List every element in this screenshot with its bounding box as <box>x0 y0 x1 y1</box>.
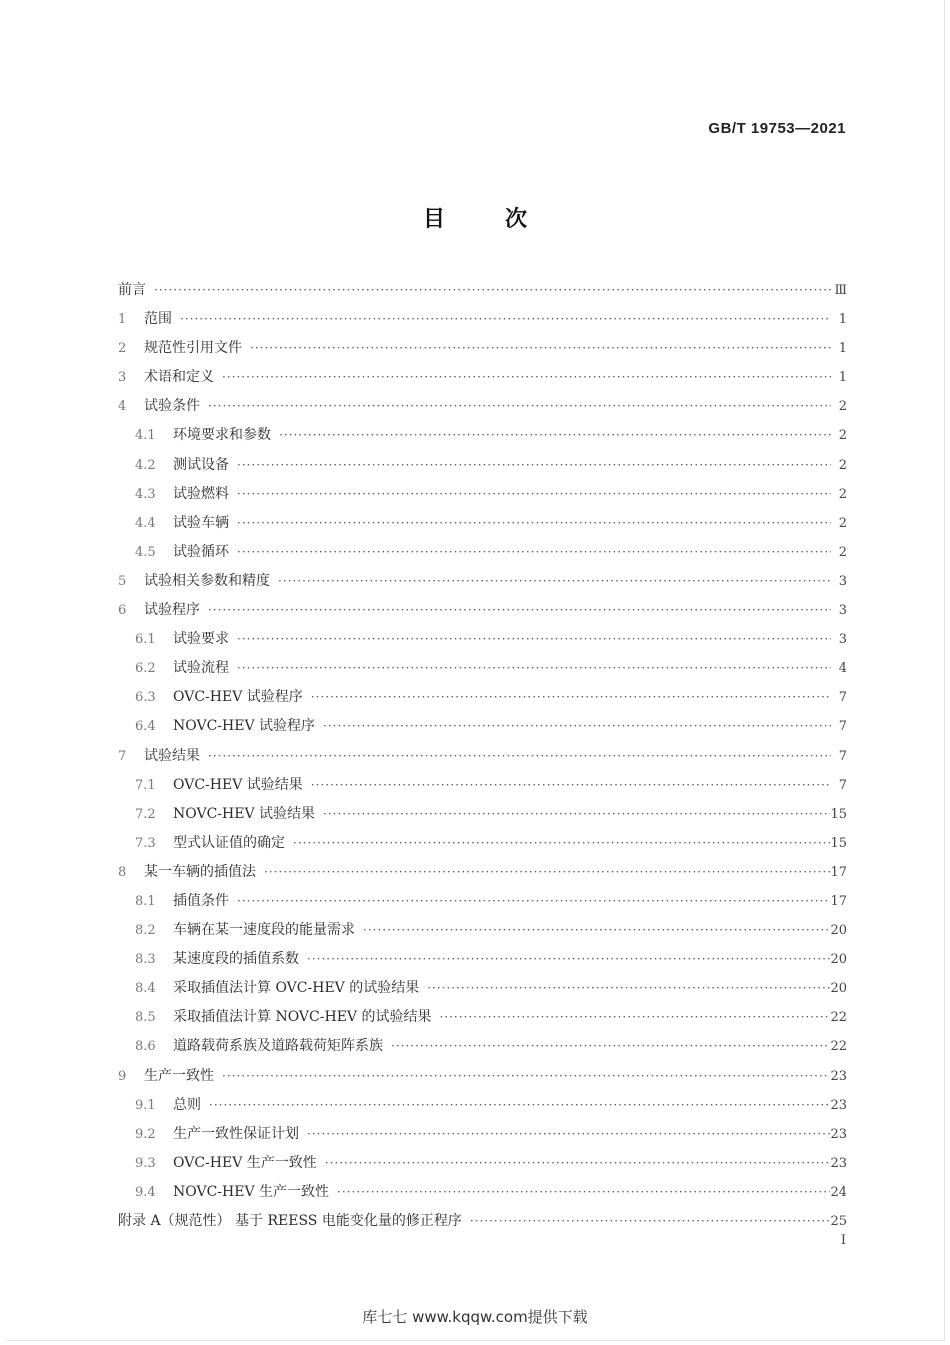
toc-entry[interactable] <box>118 800 847 829</box>
toc-entry-label: 术语和定义 <box>144 369 214 386</box>
toc-entry[interactable] <box>118 538 847 567</box>
toc-entry-number: 9.2 <box>135 1126 156 1142</box>
dot-leader <box>233 509 831 538</box>
dot-leader <box>289 829 830 858</box>
toc-entry-number: 8.2 <box>135 923 156 939</box>
toc-entry-number: 4.2 <box>135 457 156 473</box>
toc-entry-label: OVC-HEV 试验结果 <box>173 776 303 793</box>
toc-entry[interactable] <box>118 509 847 538</box>
toc-entry-number: 5 <box>118 573 127 589</box>
dot-leader <box>333 1178 830 1207</box>
toc-entry-label: 型式认证值的确定 <box>173 834 285 851</box>
dot-leader <box>307 771 831 800</box>
toc-entry[interactable] <box>118 974 847 1003</box>
toc-entry-number: 8.4 <box>135 981 156 997</box>
toc-entry-number: 9 <box>118 1068 127 1084</box>
toc-entry-number: 4 <box>118 399 127 415</box>
toc-entry[interactable] <box>118 480 847 509</box>
dot-leader <box>319 800 830 829</box>
toc-entry-label: 插值条件 <box>173 892 229 909</box>
toc-entry[interactable] <box>118 1120 847 1149</box>
toc-entry-label: 采取插值法计算 OVC-HEV 的试验结果 <box>173 980 420 997</box>
dot-leader <box>359 916 830 945</box>
toc-entry-number: 1 <box>118 312 127 328</box>
toc-entry-page: 23 <box>830 1155 847 1171</box>
toc-entry[interactable] <box>118 771 847 800</box>
toc-entry[interactable] <box>118 712 847 741</box>
toc-entry-label: 试验流程 <box>173 660 229 677</box>
toc-entry-number: 8.5 <box>135 1010 156 1026</box>
toc-entry-label: NOVC-HEV 试验程序 <box>173 718 316 735</box>
footer-watermark: 库七七 www.kqqw.com提供下载 <box>362 1308 588 1326</box>
toc-entry[interactable] <box>118 625 847 654</box>
toc-entry[interactable] <box>118 742 847 771</box>
toc-entry-number: 4.5 <box>135 544 156 560</box>
toc-entry-page: 7 <box>838 748 847 764</box>
dot-leader <box>233 654 831 683</box>
toc-entry-label: 车辆在某一速度段的能量需求 <box>173 922 355 939</box>
toc-entry-page: 23 <box>830 1068 847 1084</box>
toc-entry-label: 试验相关参数和精度 <box>144 572 270 589</box>
toc-entry-page: 3 <box>838 603 847 619</box>
toc-entry-page: 1 <box>838 341 847 357</box>
toc-entry-label: 试验结果 <box>144 747 200 764</box>
toc-entry-label: 试验要求 <box>173 631 229 648</box>
toc-entry-page: 25 <box>830 1214 847 1229</box>
toc-entry[interactable] <box>118 392 847 421</box>
toc-entry[interactable] <box>118 1178 847 1207</box>
toc-entry[interactable] <box>118 421 847 450</box>
toc-entry-page: 2 <box>838 428 847 444</box>
toc-entry-label: 试验车辆 <box>173 514 229 531</box>
toc-entry-page: 7 <box>838 777 847 793</box>
toc-entry-number: 9.1 <box>135 1097 156 1113</box>
toc-entry-number: 9.4 <box>135 1184 156 1200</box>
dot-leader <box>303 1120 830 1149</box>
toc-entry-label: 采取插值法计算 NOVC-HEV 的试验结果 <box>173 1009 432 1026</box>
toc-entry[interactable] <box>118 945 847 974</box>
dot-leader <box>150 276 831 305</box>
toc-entry[interactable] <box>118 858 847 887</box>
toc-entry-label: OVC-HEV 试验程序 <box>173 689 303 706</box>
toc-entry-number: 6.2 <box>135 661 156 677</box>
toc-entry-page: 20 <box>830 981 847 997</box>
toc-entry-label: 道路载荷系族及道路载荷矩阵系族 <box>173 1038 383 1055</box>
toc-entry-label: NOVC-HEV 试验结果 <box>173 805 316 822</box>
toc-entry-number: 7.3 <box>135 835 156 851</box>
toc-entry[interactable] <box>118 567 847 596</box>
toc-entry[interactable] <box>118 1032 847 1061</box>
dot-leader <box>218 1062 830 1091</box>
toc-entry-number: 4.4 <box>135 515 156 531</box>
toc-entry-page: 20 <box>830 923 847 939</box>
dot-leader <box>423 974 830 1003</box>
toc-entry-page: 24 <box>830 1184 847 1200</box>
page-title: 目次 <box>422 207 587 232</box>
dot-leader <box>204 596 831 625</box>
toc-entry-page: 17 <box>830 893 847 909</box>
toc-entry-page: 15 <box>830 835 847 851</box>
dot-leader <box>275 421 831 450</box>
toc-entry-number: 9.3 <box>135 1155 156 1171</box>
toc-entry-number: 6.4 <box>135 719 156 735</box>
toc-entry-page: 7 <box>838 719 847 735</box>
toc-entry-number: 6 <box>118 603 127 619</box>
toc-entry-number: 8.3 <box>135 952 156 968</box>
toc-entry-page: 4 <box>838 661 847 677</box>
dot-leader <box>176 305 831 334</box>
toc-entry-label: 试验燃料 <box>173 485 229 502</box>
toc-entry[interactable] <box>118 1062 847 1091</box>
toc-entry[interactable] <box>118 887 847 916</box>
dot-leader <box>204 392 831 421</box>
toc-entry-number: 3 <box>118 370 127 386</box>
toc-entry-number: 6.1 <box>135 632 156 648</box>
toc-entry[interactable] <box>118 305 847 334</box>
toc-entry-page: 1 <box>838 312 847 328</box>
toc-entry-number: 6.3 <box>135 690 156 706</box>
toc-entry[interactable] <box>118 916 847 945</box>
dot-leader <box>205 1091 830 1120</box>
toc-entry-page: 2 <box>838 515 847 531</box>
standard-code: GB/T 19753—2021 <box>708 120 846 137</box>
toc-entry-number: 7.1 <box>135 777 156 793</box>
toc-entry-page: 3 <box>838 632 847 648</box>
dot-leader <box>246 334 831 363</box>
dot-leader <box>435 1003 830 1032</box>
toc-entry[interactable] <box>118 683 847 712</box>
toc-entry-label: NOVC-HEV 生产一致性 <box>173 1183 330 1200</box>
toc-entry-page: 2 <box>838 457 847 473</box>
dot-leader <box>319 712 831 741</box>
toc-entry-label: 试验程序 <box>144 602 200 619</box>
toc-entry[interactable] <box>118 654 847 683</box>
dot-leader <box>274 567 831 596</box>
toc-entry[interactable] <box>118 1207 847 1236</box>
toc-entry-label: 生产一致性保证计划 <box>173 1125 299 1142</box>
toc-entry-label: 试验循环 <box>173 543 229 560</box>
toc-entry-number: 8.1 <box>135 893 156 909</box>
toc-entry-label: 范围 <box>144 311 172 328</box>
toc-entry-page: 23 <box>830 1097 847 1113</box>
toc-entry[interactable] <box>118 1149 847 1178</box>
toc-entry-label: 试验条件 <box>144 398 200 415</box>
toc-entry[interactable] <box>118 829 847 858</box>
toc-entry-number: 8.6 <box>135 1039 156 1055</box>
toc-entry[interactable] <box>118 596 847 625</box>
toc-entry[interactable] <box>118 1003 847 1032</box>
toc-entry-page: 7 <box>838 690 847 706</box>
toc-entry-number: 8 <box>118 864 127 880</box>
toc-entry-page: 20 <box>830 952 847 968</box>
dot-leader <box>466 1207 831 1236</box>
toc-entry-label: OVC-HEV 生产一致性 <box>173 1154 317 1171</box>
toc-entry-number: 7.2 <box>135 806 156 822</box>
toc-entry-page: Ⅲ <box>834 283 847 298</box>
toc-entry-page: 2 <box>838 486 847 502</box>
toc-entry-page: 2 <box>838 399 847 415</box>
dot-leader <box>387 1032 830 1061</box>
dot-leader <box>204 742 831 771</box>
dot-leader <box>233 451 831 480</box>
dot-leader <box>233 625 831 654</box>
toc-entry-label: 测试设备 <box>173 456 229 473</box>
toc-entry-number: 4.1 <box>135 428 156 444</box>
toc-entry-page: 3 <box>838 573 847 589</box>
dot-leader <box>260 858 830 887</box>
toc-entry[interactable] <box>118 334 847 363</box>
dot-leader <box>307 683 831 712</box>
toc-entry-label: 规范性引用文件 <box>144 340 242 357</box>
toc-entry-page: 22 <box>830 1039 847 1055</box>
toc-entry-page: 15 <box>830 806 847 822</box>
toc-entry-page: 22 <box>830 1010 847 1026</box>
dot-leader <box>321 1149 831 1178</box>
toc-entry-page: 2 <box>838 544 847 560</box>
toc-entry[interactable] <box>118 1091 847 1120</box>
toc-entry-label: 生产一致性 <box>144 1067 214 1084</box>
page-number: I <box>840 1233 846 1248</box>
toc-entry-label: 前言 <box>118 282 146 298</box>
toc-entry[interactable] <box>118 276 847 305</box>
dot-leader <box>303 945 830 974</box>
toc-entry[interactable] <box>118 451 847 480</box>
toc-entry-number: 2 <box>118 341 127 357</box>
toc-entry-label: 环境要求和参数 <box>173 427 271 444</box>
toc-entry-page: 1 <box>838 370 847 386</box>
toc-entry-page: 23 <box>830 1126 847 1142</box>
toc-entry-number: 4.3 <box>135 486 156 502</box>
dot-leader <box>233 538 831 567</box>
toc-entry-label: 某一车辆的插值法 <box>144 863 256 880</box>
toc-entry-label: 附录 A（规范性） 基于 REESS 电能变化量的修正程序 <box>118 1213 462 1229</box>
toc-entry-page: 17 <box>830 864 847 880</box>
toc-entry-label: 某速度段的插值系数 <box>173 951 299 968</box>
table-of-contents <box>118 276 847 1236</box>
dot-leader <box>218 363 831 392</box>
toc-entry-number: 7 <box>118 748 127 764</box>
dot-leader <box>233 887 830 916</box>
toc-entry-label: 总则 <box>173 1096 201 1113</box>
toc-entry[interactable] <box>118 363 847 392</box>
dot-leader <box>233 480 831 509</box>
